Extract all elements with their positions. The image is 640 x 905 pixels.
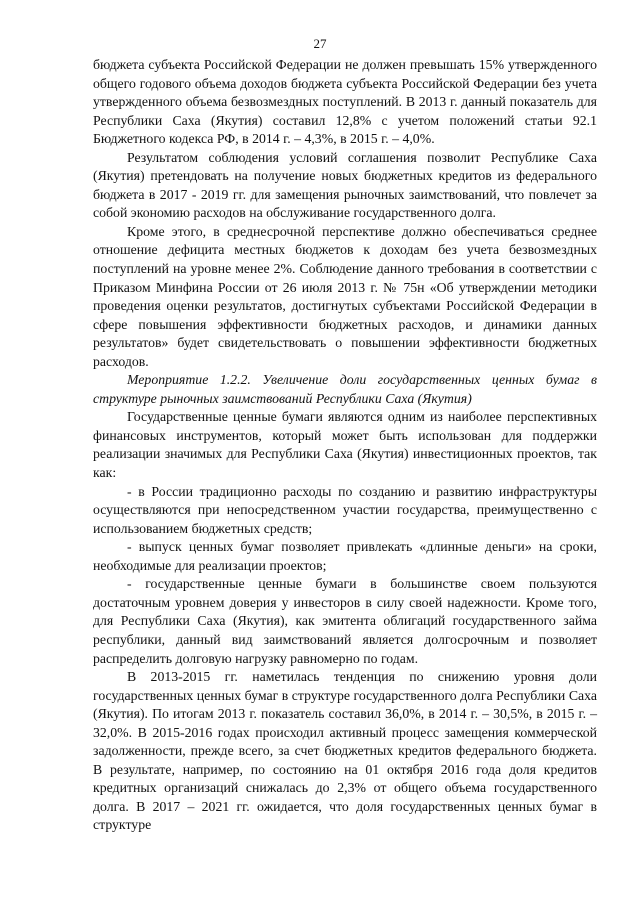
paragraph-agreement-result: Результатом соблюдения условий соглашения позволит Республике Саха (Якутия) претендовать на получение новых бюджетных кредитов из федерального бюджета в 2017 - 2019 гг. для замещения рыночных заимствований, что повлечет за собой экономию расходов на обслуживание государственного долга. bbox=[93, 149, 597, 221]
list-item-investor-trust: - государственные ценные бумаги в большинстве своем пользуются достаточным уровнем доверия у инвесторов в силу своей надежности. Кроме того, для Республики Саха (Якутия), как эмитента облигаций государственного займа республики, данный вид заимствований является долгосрочным и позволяет распределить долговую нагрузку равномерно по годам. bbox=[93, 576, 597, 666]
measure-heading: Мероприятие 1.2.2. Увеличение доли государственных ценных бумаг в структуре рыночных заимствований Республики Саха (Якутия) bbox=[93, 372, 597, 406]
list-item-infrastructure: - в России традиционно расходы по созданию и развитию инфраструктуры осуществляются при непосредственном участии государства, преимущественно с использованием бюджетных средств; bbox=[93, 483, 597, 536]
document-body bbox=[93, 56, 597, 835]
paragraph-medium-term: Кроме этого, в среднесрочной перспективе должно обеспечиваться среднее отношение дефицита местных бюджетов к доходам без учета безвозмездных поступлений на уровне менее 2%. Соблюдение данного требования в соответствии с Приказом Минфина России от 26 июля 2013 г. № 75н «Об утверждении методики проведения оценки результатов, достигнутых субъектами Российской Федерации в сфере повышения эффективности бюджетных расходов, и динамики данных результатов» будет свидетельствовать о повышении эффективности бюджетных расходов. bbox=[93, 223, 597, 369]
paragraph-debt-trend: В 2013-2015 гг. наметилась тенденция по снижению уровня доли государственных ценных бумаг в структуре государственного долга Республики Саха (Якутия). По итогам 2013 г. показатель составил 36,0%, в 2014 г. – 30,5%, в 2015 г. – 32,0%. В 2015-2016 годах происходил активный процесс замещения коммерческой задолженности, прежде всего, за счет бюджетных кредитов федерального бюджета. В результате, например, по состоянию на 01 октября 2016 года доля кредитов кредитных организаций снижалась до 2,3% от общего объема государственного долга. В 2017 – 2021 гг. ожидается, что доля государственных ценных бумаг в структуре bbox=[93, 669, 597, 833]
list-item-long-money: - выпуск ценных бумаг позволяет привлекать «длинные деньги» на сроки, необходимые для реализации проектов; bbox=[93, 539, 597, 573]
page-number: 27 bbox=[313, 36, 327, 51]
paragraph-securities-intro: Государственные ценные бумаги являются одним из наиболее перспективных финансовых инструментов, который может быть использован для поддержки реализации значимых для Республики Саха (Якутия) инвестиционных проектов, так как: bbox=[93, 409, 597, 481]
paragraph-continuation: бюджета субъекта Российской Федерации не должен превышать 15% утвержденного общего годового объема доходов бюджета субъекта Российской Федерации без учета утвержденного объема безвозмездных поступлений. В 2013 г. данный показатель для Республики Саха (Якутия) составил 12,8% с учетом положений статьи 92.1 Бюджетного кодекса РФ, в 2014 г. – 4,3%, в 2015 г. – 4,0%. bbox=[93, 57, 597, 147]
